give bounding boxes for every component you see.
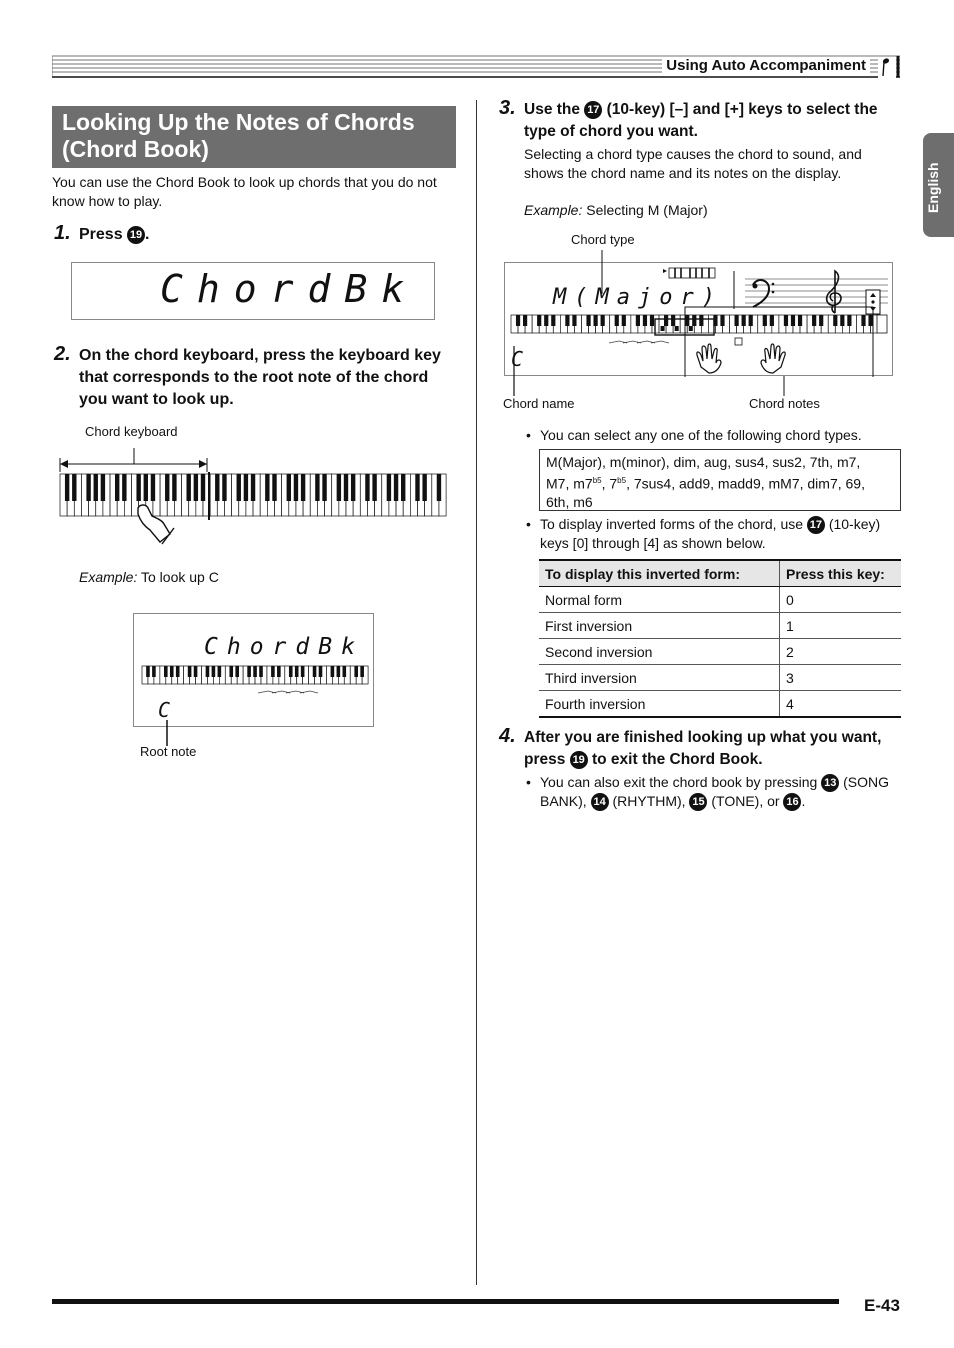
step-3-number: 3. [499, 97, 516, 119]
example-1-label: Example: [79, 569, 138, 585]
lcd-display-chordbk [71, 262, 435, 320]
black-key [354, 666, 358, 677]
black-key [253, 666, 257, 677]
black-key [301, 474, 305, 501]
black-key [247, 666, 251, 677]
table-row [539, 691, 901, 718]
key-19-badge-2: 19 [570, 751, 588, 769]
black-key [401, 474, 405, 501]
black-key [187, 474, 191, 501]
black-key [331, 666, 335, 677]
step-1-text [79, 224, 150, 246]
bullet-3-text-a: You can also exit the chord book by pressing [540, 774, 818, 790]
example-1 [79, 568, 219, 587]
black-key [146, 666, 150, 677]
root-note-label: Root note [140, 744, 197, 759]
black-key [287, 474, 291, 501]
black-key [172, 474, 176, 501]
table-cell-form: Third inversion [539, 665, 780, 691]
flat5-superscript-1: b5 [592, 475, 602, 485]
example-2-label: Example: [524, 202, 583, 218]
black-key [235, 666, 239, 677]
side-tab-label: English [925, 162, 941, 213]
black-key [365, 474, 369, 501]
table-row [539, 613, 901, 639]
black-key [337, 666, 341, 677]
chord-types-list [539, 449, 901, 511]
black-key [415, 474, 419, 501]
black-key [194, 474, 198, 501]
black-key [337, 474, 341, 501]
step-4-text-b: to exit the Chord Book. [592, 751, 763, 768]
black-key [165, 474, 169, 501]
bullet-3-text [540, 773, 905, 811]
lcd-display-root-note [133, 613, 374, 727]
step-3-text-b: (10-key) [–] and [+] keys to select the type of chord you want. [524, 101, 878, 140]
black-key [343, 666, 347, 677]
key-15-badge: 15 [689, 793, 707, 811]
black-key [819, 315, 823, 326]
black-key [144, 474, 148, 501]
black-key [294, 474, 298, 501]
bullet-1-text: You can select any one of the following chord types. [540, 427, 862, 443]
chord-name-label: Chord name [503, 396, 575, 411]
bullet-2-text-a: To display inverted forms of the chord, use [540, 516, 804, 532]
black-key [188, 666, 192, 677]
table-cell-key: 3 [780, 665, 902, 691]
table-row [539, 639, 901, 665]
black-key [86, 474, 90, 501]
black-key [244, 474, 248, 501]
black-key [322, 474, 326, 501]
key-14-badge: 14 [591, 793, 609, 811]
black-key [94, 474, 98, 501]
section-title [52, 106, 456, 168]
black-key [271, 666, 275, 677]
key-13-badge: 13 [821, 774, 839, 792]
table-header-key: Press this key: [780, 560, 902, 587]
black-key [170, 666, 174, 677]
chord-types-m7: M7, m7 [546, 475, 593, 492]
black-key [201, 474, 205, 501]
black-key [289, 666, 293, 677]
black-key [152, 666, 156, 677]
chord-types-7: , 7 [601, 475, 618, 492]
black-key [812, 315, 816, 326]
key-16-badge: 16 [783, 793, 801, 811]
step-3-text [524, 99, 904, 143]
black-key [394, 474, 398, 501]
black-key [136, 474, 140, 501]
black-key [215, 474, 219, 501]
black-key [437, 474, 441, 501]
rhythm-text: (RHYTHM), [612, 793, 686, 809]
black-key [422, 474, 426, 501]
fig2-leader-lines [500, 250, 800, 396]
step-3-description: Selecting a chord type causes the chord to sound, and shows the chord name and its notes on the display. [524, 146, 862, 181]
black-key [251, 474, 255, 501]
black-key [206, 666, 210, 677]
black-key [833, 315, 837, 326]
song-bank-text: (SONG BANK), [540, 774, 889, 809]
page-number: E-43 [864, 1296, 900, 1315]
black-key [212, 666, 216, 677]
key-17-badge: 17 [584, 101, 602, 119]
chord-types-line2 [546, 472, 894, 493]
table-cell-key: 4 [780, 691, 902, 718]
black-key [344, 474, 348, 501]
chord-keyboard-label: Chord keyboard [85, 424, 178, 439]
black-key [265, 474, 269, 501]
flat5-superscript-2: b5 [617, 475, 627, 485]
bullet-marker-2: • [526, 516, 531, 532]
key-17-badge-2: 17 [807, 516, 825, 534]
bullet-2-text [540, 515, 902, 553]
table-header-form: To display this inverted form: [539, 560, 780, 587]
lcd2-chordbk-text: ChordBk [204, 634, 364, 660]
black-key [65, 474, 69, 501]
black-key [222, 474, 226, 501]
bullet-3-end: . [801, 793, 806, 809]
black-key [351, 474, 355, 501]
black-key [315, 474, 319, 501]
black-key [194, 666, 198, 677]
inversion-table [539, 559, 901, 718]
language-side-tab [923, 133, 954, 237]
section-intro: You can use the Chord Book to look up chords that you do not know how to play. [52, 174, 437, 209]
black-key [847, 315, 851, 326]
black-key [372, 474, 376, 501]
black-key [218, 666, 222, 677]
black-key [295, 666, 299, 677]
lcd-chordbk-text: ChordBk [160, 267, 419, 311]
step-2-number: 2. [54, 343, 71, 365]
table-cell-key: 2 [780, 639, 902, 665]
black-key [259, 666, 263, 677]
table-cell-form: First inversion [539, 613, 780, 639]
black-key [868, 315, 872, 326]
bullet-marker-3: • [526, 774, 531, 790]
lcd3-chord-name: C [511, 347, 524, 371]
chord-types-line1: M(Major), m(minor), dim, aug, sus4, sus2, 7th, m7, [546, 454, 861, 470]
example-1-text: To look up C [141, 569, 219, 585]
step-2-text: On the chord keyboard, press the keyboard key that corresponds to the root note of the chord you want to look up. [79, 347, 441, 408]
step-4-text [524, 727, 894, 771]
black-key [72, 474, 76, 501]
example-2 [524, 201, 708, 220]
black-key [272, 474, 276, 501]
table-cell-form: Second inversion [539, 639, 780, 665]
footer-rule [52, 1299, 839, 1304]
black-key [301, 666, 305, 677]
step-1-number: 1. [54, 222, 71, 244]
inversion-table-header [539, 560, 901, 587]
black-key [115, 474, 119, 501]
step-3-text-a: Use the [524, 101, 580, 118]
black-key [229, 666, 233, 677]
black-key [360, 666, 364, 677]
music-note-icon [876, 56, 898, 80]
tone-text: (TONE), or [711, 793, 780, 809]
root-note-leader-line [164, 720, 170, 746]
lcd2-keyboard [140, 664, 374, 724]
black-key [387, 474, 391, 501]
black-key [840, 315, 844, 326]
header-title: Using Auto Accompaniment [662, 57, 870, 74]
black-key [313, 666, 317, 677]
table-cell-form: Normal form [539, 587, 780, 613]
lcd2-root-note: C [158, 698, 171, 722]
table-cell-key: 1 [780, 613, 902, 639]
lcd3-chord-type-text: M(Major) [553, 285, 723, 310]
black-key [122, 474, 126, 501]
black-key [277, 666, 281, 677]
step-1-end: . [145, 226, 150, 243]
black-key [861, 315, 865, 326]
black-key [101, 474, 105, 501]
black-key [176, 666, 180, 677]
chord-notes-label: Chord notes [749, 396, 820, 411]
black-key [237, 474, 241, 501]
chord-types-line3: 6th, m6 [546, 493, 593, 510]
example-2-text: Selecting M (Major) [586, 202, 708, 218]
black-key [319, 666, 323, 677]
bullet-2-text-b: (10-key) keys [0] through [4] as shown below. [540, 516, 881, 551]
chord-keyboard-illustration [56, 446, 452, 546]
chord-types-rest: , 7sus4, add9, madd9, mM7, dim7, 69, [626, 475, 865, 492]
chord-type-label: Chord type [571, 232, 635, 247]
black-key [164, 666, 168, 677]
section-title-line1: Looking Up the Notes of Chords [62, 109, 415, 135]
step-4-text-a: After you are finished looking up what you want, press [524, 729, 882, 768]
bullet-marker-1: • [526, 427, 531, 443]
table-row [539, 587, 901, 613]
table-cell-form: Fourth inversion [539, 691, 780, 718]
section-title-line2: (Chord Book) [62, 136, 209, 162]
step-4-number: 4. [499, 725, 516, 747]
column-divider [476, 100, 477, 1285]
black-key [151, 474, 155, 501]
table-cell-key: 0 [780, 587, 902, 613]
step-1-label: Press [79, 226, 123, 243]
key-19-badge: 19 [127, 226, 145, 244]
table-row [539, 665, 901, 691]
